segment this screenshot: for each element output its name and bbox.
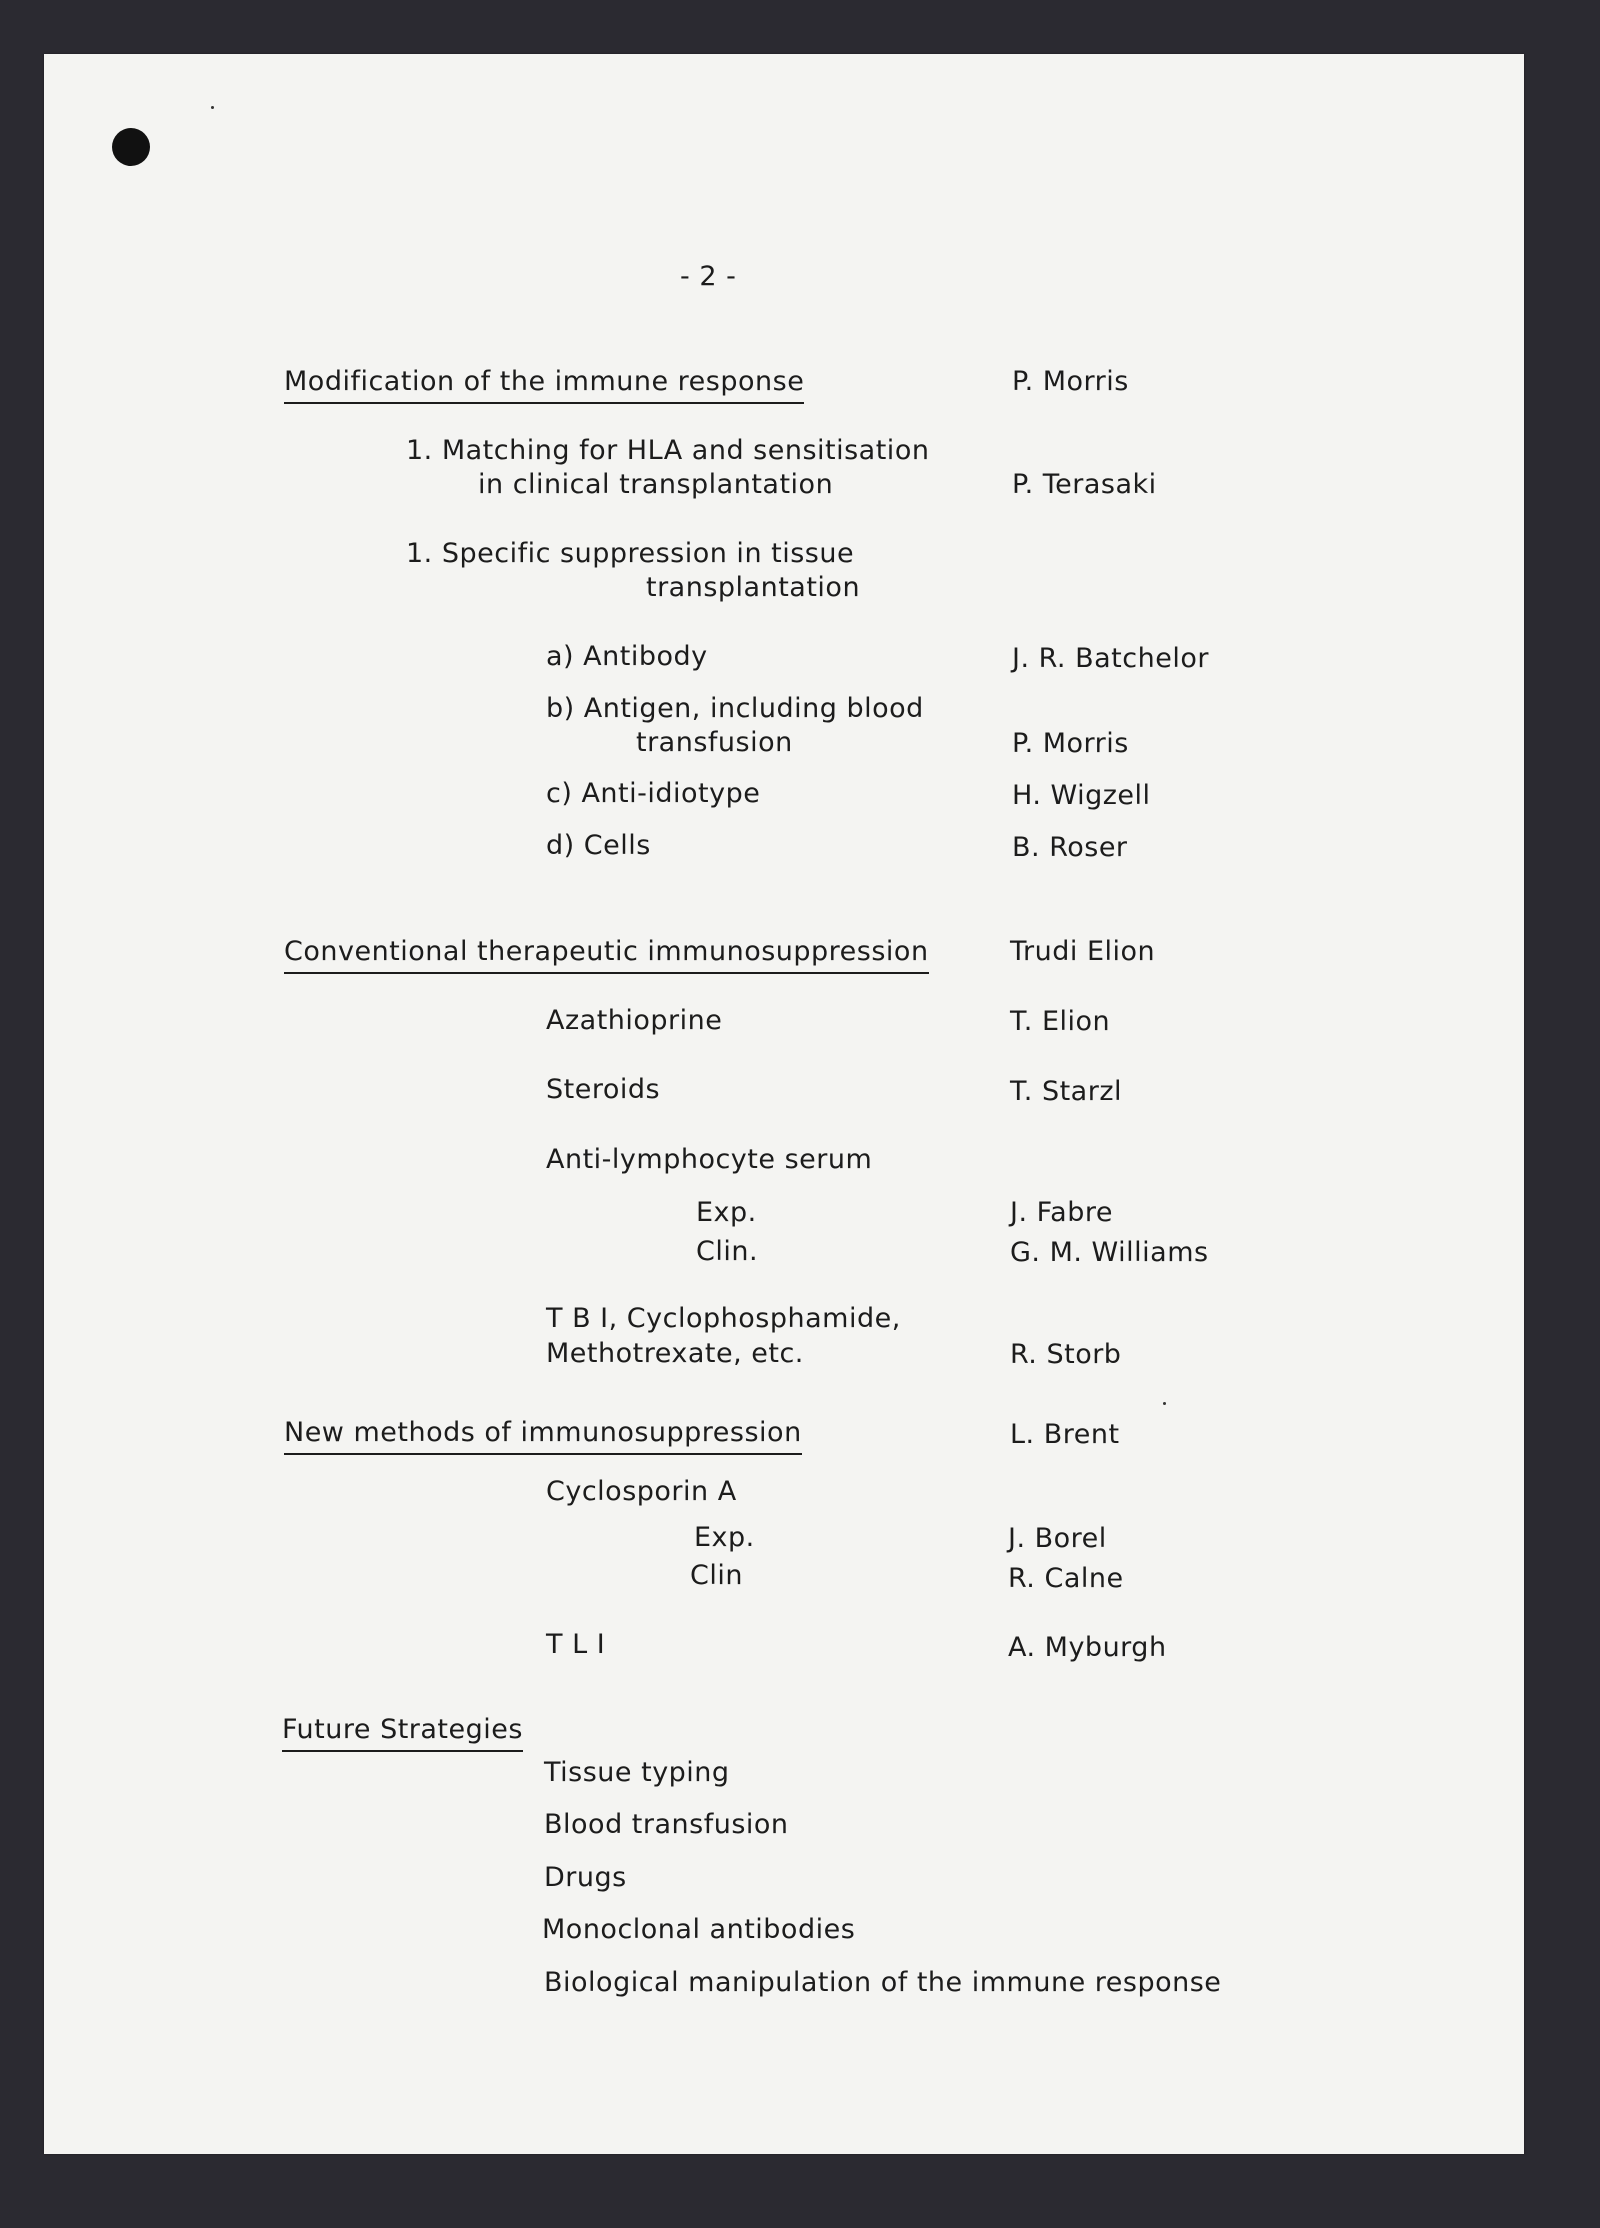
heading-future: Future Strategies	[282, 1713, 523, 1752]
speaker-matching: P. Terasaki	[1012, 469, 1157, 500]
page-number: - 2 -	[680, 261, 737, 292]
sub-antigen-line2: transfusion	[636, 727, 793, 758]
speaker-als-exp: J. Fabre	[1010, 1197, 1113, 1228]
speaker-antibody: J. R. Batchelor	[1012, 643, 1209, 674]
speaker-als-clin: G. M. Williams	[1010, 1237, 1209, 1268]
dust-speck	[1163, 1402, 1166, 1405]
item-als-exp: Exp.	[696, 1197, 757, 1228]
future-item: Drugs	[544, 1862, 627, 1893]
heading-new-methods: New methods of immunosuppression	[284, 1416, 802, 1455]
future-item: Biological manipulation of the immune response	[544, 1967, 1222, 1998]
heading-modification: Modification of the immune response	[284, 365, 804, 404]
item-tbi-line1: T B I, Cyclophosphamide,	[546, 1303, 901, 1334]
speaker-antigen: P. Morris	[1012, 728, 1129, 759]
item-tli: T L I	[546, 1629, 606, 1660]
sub-antigen-line1: b) Antigen, including blood	[546, 693, 924, 724]
sub-anti-idiotype: c) Anti-idiotype	[546, 778, 761, 809]
sub-cells: d) Cells	[546, 830, 651, 861]
speaker-modification: P. Morris	[1012, 366, 1129, 397]
item-als-clin: Clin.	[696, 1236, 759, 1267]
speaker-tbi: R. Storb	[1010, 1339, 1122, 1370]
speaker-conventional: Trudi Elion	[1010, 936, 1156, 967]
item-cyclosporin-clin: Clin	[690, 1560, 743, 1591]
item-matching-line1: 1. Matching for HLA and sensitisation	[406, 435, 930, 466]
item-matching-line2: in clinical transplantation	[478, 469, 834, 500]
item-cyclosporin: Cyclosporin A	[546, 1476, 737, 1507]
speaker-new-methods: L. Brent	[1010, 1419, 1120, 1450]
item-suppression-line2: transplantation	[646, 572, 861, 603]
item-azathioprine: Azathioprine	[546, 1005, 723, 1036]
dust-speck	[211, 106, 214, 109]
sub-antibody: a) Antibody	[546, 641, 708, 672]
speaker-steroids: T. Starzl	[1010, 1076, 1122, 1107]
item-cyclosporin-exp: Exp.	[694, 1522, 755, 1553]
speaker-tli: A. Myburgh	[1008, 1632, 1167, 1663]
speaker-azathioprine: T. Elion	[1010, 1006, 1111, 1037]
item-als: Anti-lymphocyte serum	[546, 1144, 873, 1175]
future-item: Blood transfusion	[544, 1809, 789, 1840]
item-steroids: Steroids	[546, 1074, 661, 1105]
future-item: Tissue typing	[544, 1757, 730, 1788]
item-tbi-line2: Methotrexate, etc.	[546, 1338, 804, 1369]
speaker-cyclosporin-exp: J. Borel	[1008, 1523, 1107, 1554]
punch-hole-icon	[112, 128, 150, 166]
speaker-anti-idiotype: H. Wigzell	[1012, 780, 1151, 811]
speaker-cyclosporin-clin: R. Calne	[1008, 1563, 1124, 1594]
heading-conventional: Conventional therapeutic immunosuppression	[284, 935, 929, 974]
future-item: Monoclonal antibodies	[542, 1914, 856, 1945]
speaker-cells: B. Roser	[1012, 832, 1128, 863]
item-suppression-line1: 1. Specific suppression in tissue	[406, 538, 855, 569]
